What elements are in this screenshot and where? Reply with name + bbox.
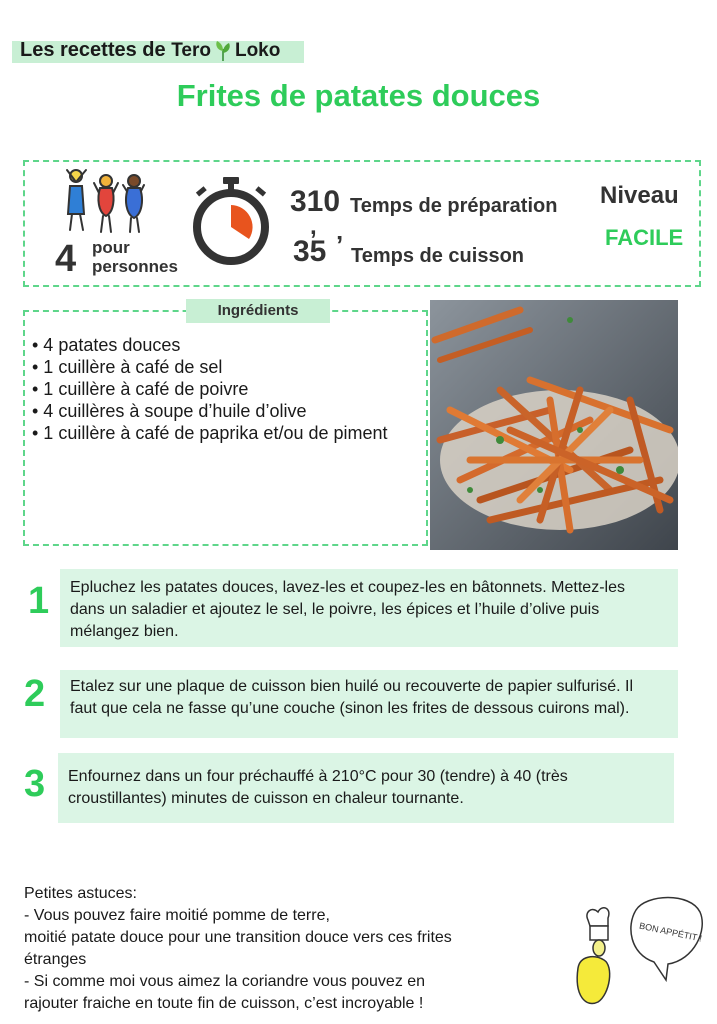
sweet-potato-fries-photo (430, 300, 678, 550)
servings-number: 4 (55, 238, 77, 280)
brand-name-left: Tero (171, 40, 211, 61)
chef-mascot-illustration (568, 890, 708, 1015)
ingredient-item: • 1 cuillère à café de sel (32, 357, 223, 377)
step-3-number: 3 (24, 763, 46, 805)
tip-line: moitié patate douce pour une transition douce vers ces frites étranges (24, 929, 452, 968)
people-icon (58, 166, 150, 238)
ingredient-item: • 4 cuillères à soupe d’huile d’olive (32, 401, 307, 421)
step-1-number: 1 (28, 580, 50, 622)
level-value: FACILE (605, 225, 684, 250)
prep-time-label: Temps de préparation (350, 195, 558, 217)
cook-time-label: Temps de cuisson (351, 245, 525, 267)
bubble-text: BON APPÉTIT ! (638, 920, 703, 944)
leaf-icon (213, 40, 233, 62)
tips-section (24, 883, 464, 1015)
brand-prefix: Les recettes de (20, 39, 166, 61)
tips-heading: Petites astuces: (24, 885, 137, 902)
servings-label (92, 238, 178, 276)
ingredient-item: • 1 cuillère à café de paprika et/ou de piment (32, 423, 388, 443)
stopwatch-icon (188, 175, 274, 267)
prep-time-value: 310 (290, 185, 341, 218)
step-2-number: 2 (24, 673, 46, 715)
minute-mark: ’ (336, 230, 344, 260)
servings-label-line-1: pour (92, 238, 130, 257)
step-1-box: Epluchez les patates douces, lavez-les et coupez-les en bâtonnets. Mettez-les dans un saladier et ajoutez le sel, le poivre, les épices et l’huile d’olive puis mélangez bien. (60, 569, 678, 647)
tip-line: - Vous pouvez faire moitié pomme de terre, (24, 907, 330, 924)
recipe-title: Frites de patates douces (176, 78, 541, 113)
brand-logo (20, 39, 280, 62)
cook-time-value: 35 (293, 235, 327, 268)
ingredient-item: • 1 cuillère à café de poivre (32, 379, 249, 399)
tip-line: - Si comme moi vous aimez la coriandre vous pouvez en rajouter fraiche en toute fin de cuisson, c’est incroyable ! (24, 973, 426, 1012)
ingredients-tab: Ingrédients (186, 299, 330, 323)
ingredient-item: • 4 patates douces (32, 335, 181, 355)
level-label: Niveau (600, 182, 679, 209)
step-2-box: Etalez sur une plaque de cuisson bien huilé ou recouverte de papier sulfurisé. Il faut que cela ne fasse qu’une couche (sinon les frites de dessous cuirons mal). (60, 670, 678, 738)
servings-label-line-2: personnes (92, 257, 178, 276)
brand-name-right: Loko (234, 40, 281, 61)
ingredients-list (32, 334, 412, 444)
time-separator: , (310, 213, 317, 240)
step-3-box: Enfournez dans un four préchauffé à 210°C pour 30 (tendre) à 40 (très croustillantes) minutes de cuisson en chaleur tournante. (58, 753, 674, 823)
